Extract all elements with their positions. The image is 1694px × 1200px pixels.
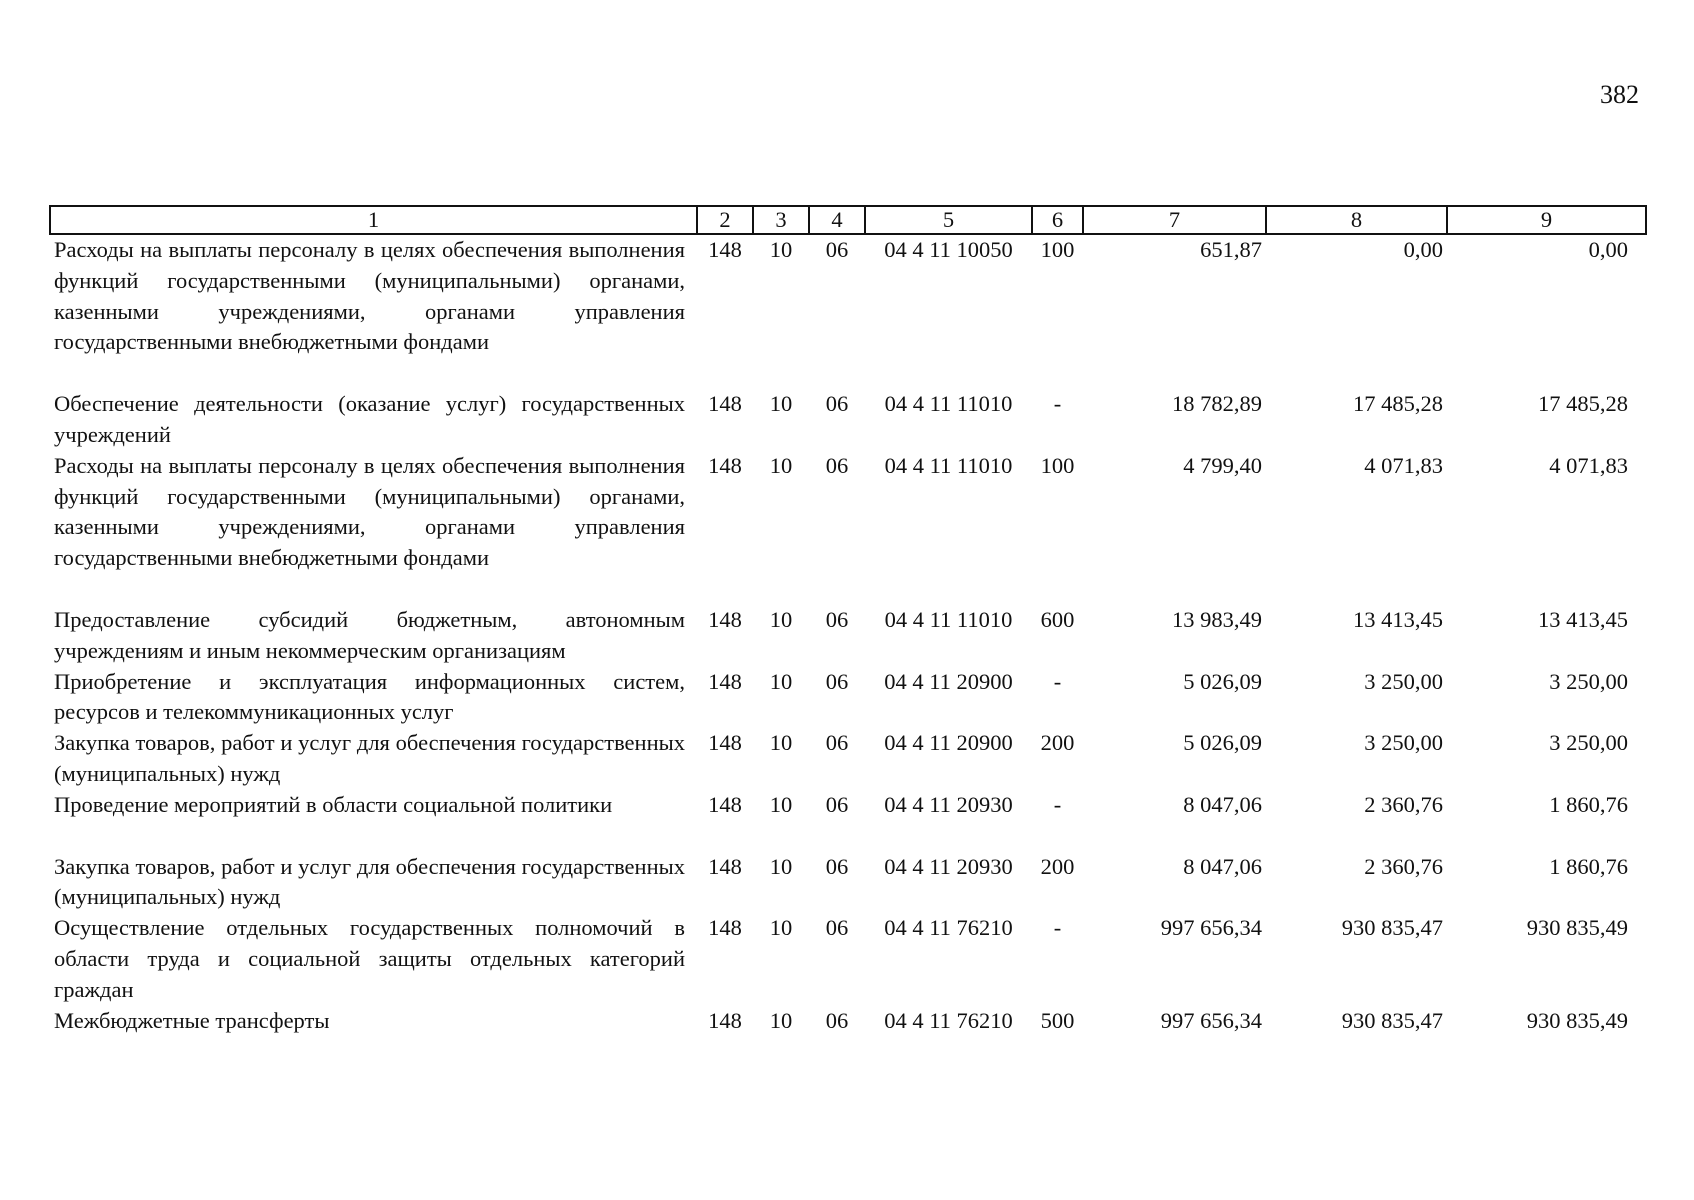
row-c5: 04 4 11 10050 xyxy=(884,237,1013,262)
row-c5: 04 4 11 11010 xyxy=(884,606,1013,632)
table-row xyxy=(50,790,1646,852)
table-row xyxy=(50,389,1646,451)
row-c9: 3 250,00 xyxy=(1549,668,1628,694)
row-c7: 8 047,06 xyxy=(1183,853,1262,879)
row-name: Приобретение и эксплуатация информационных систем, ресурсов и телекоммуникационных услуг xyxy=(54,668,685,725)
table-row xyxy=(50,451,1646,605)
row-c8: 17 485,28 xyxy=(1353,391,1443,417)
row-name: Обеспечение деятельности (оказание услуг) государственных учреждений xyxy=(54,391,685,447)
table-header-row xyxy=(50,206,1646,234)
row-c4: 06 xyxy=(825,452,849,478)
row-c3: 10 xyxy=(769,452,793,478)
header-col-2: 2 xyxy=(697,206,753,234)
row-c8: 0,00 xyxy=(1403,237,1443,262)
header-col-8: 8 xyxy=(1266,206,1447,234)
row-c5: 04 4 11 20900 xyxy=(884,668,1013,694)
row-c7: 997 656,34 xyxy=(1160,915,1262,941)
row-c9: 4 071,83 xyxy=(1549,452,1628,478)
row-c2: 148 xyxy=(708,237,742,262)
row-c7: 18 782,89 xyxy=(1172,391,1262,417)
row-c4: 06 xyxy=(825,915,849,941)
row-c6: - xyxy=(1053,391,1062,417)
row-c4: 06 xyxy=(825,791,849,817)
row-c4: 06 xyxy=(825,853,849,879)
row-c5: 04 4 11 11010 xyxy=(884,391,1013,417)
row-c5: 04 4 11 76210 xyxy=(884,915,1013,941)
row-c8: 13 413,45 xyxy=(1353,606,1443,632)
row-c9: 13 413,45 xyxy=(1538,606,1628,632)
row-c6: 600 xyxy=(1040,606,1075,632)
row-name: Проведение мероприятий в области социальной политики xyxy=(54,791,613,817)
row-c4: 06 xyxy=(825,606,849,632)
header-col-6: 6 xyxy=(1032,206,1083,234)
row-c9: 930 835,49 xyxy=(1526,915,1628,941)
row-c4: 06 xyxy=(825,391,849,417)
row-c2: 148 xyxy=(708,391,742,417)
row-c7: 5 026,09 xyxy=(1183,730,1262,756)
row-c2: 148 xyxy=(708,668,742,694)
row-name: Закупка товаров, работ и услуг для обеспечения государственных (муниципальных) нужд xyxy=(54,853,685,910)
table-row xyxy=(50,1006,1646,1037)
row-name: Расходы на выплаты персоналу в целях обеспечения выполнения функций государственными (муниципальными) органами, казенными учреждениями, органами управления государственными внебюджетными фондами xyxy=(54,237,685,355)
table-row xyxy=(50,852,1646,914)
header-col-1: 1 xyxy=(50,206,697,234)
row-c9: 1 860,76 xyxy=(1549,791,1628,817)
row-name: Осуществление отдельных государственных полномочий в области труда и социальной защиты отдельных категорий граждан xyxy=(54,915,685,1002)
row-c6: 200 xyxy=(1040,730,1075,756)
row-c5: 04 4 11 20900 xyxy=(884,730,1013,756)
row-c2: 148 xyxy=(708,791,742,817)
table-row xyxy=(50,667,1646,729)
header-col-7: 7 xyxy=(1083,206,1266,234)
row-name: Расходы на выплаты персоналу в целях обеспечения выполнения функций государственными (муниципальными) органами, казенными учреждениями, органами управления государственными внебюджетными фондами xyxy=(54,452,685,571)
row-c3: 10 xyxy=(769,391,793,417)
table-row xyxy=(50,605,1646,667)
row-c3: 10 xyxy=(769,791,793,817)
row-c8: 3 250,00 xyxy=(1364,730,1443,756)
row-c2: 148 xyxy=(708,452,742,478)
row-c2: 148 xyxy=(708,915,742,941)
row-c4: 06 xyxy=(825,1007,849,1033)
row-c3: 10 xyxy=(769,853,793,879)
row-c2: 148 xyxy=(708,1007,742,1033)
row-c2: 148 xyxy=(708,606,742,632)
row-c7: 8 047,06 xyxy=(1183,791,1262,817)
row-c8: 2 360,76 xyxy=(1364,853,1443,879)
row-c7: 651,87 xyxy=(1200,237,1262,262)
header-col-3: 3 xyxy=(753,206,809,234)
row-c9: 3 250,00 xyxy=(1549,730,1628,756)
row-c6: 100 xyxy=(1040,237,1075,262)
row-name: Предоставление субсидий бюджетным, автономным учреждениям и иным некоммерческим организациям xyxy=(54,606,685,663)
row-c3: 10 xyxy=(769,1007,793,1033)
header-col-4: 4 xyxy=(809,206,865,234)
row-c9: 930 835,49 xyxy=(1526,1007,1628,1033)
row-c4: 06 xyxy=(825,668,849,694)
row-c3: 10 xyxy=(769,606,793,632)
row-c5: 04 4 11 20930 xyxy=(884,791,1013,817)
row-c6: 100 xyxy=(1040,452,1075,478)
row-c7: 997 656,34 xyxy=(1160,1007,1262,1033)
row-c5: 04 4 11 20930 xyxy=(884,853,1013,879)
header-col-9: 9 xyxy=(1447,206,1646,234)
row-c6: 200 xyxy=(1040,853,1075,879)
row-c7: 13 983,49 xyxy=(1172,606,1262,632)
row-c7: 5 026,09 xyxy=(1183,668,1262,694)
row-c8: 930 835,47 xyxy=(1341,915,1443,941)
row-c3: 10 xyxy=(769,915,793,941)
row-c3: 10 xyxy=(769,730,793,756)
row-c7: 4 799,40 xyxy=(1183,452,1262,478)
row-c3: 10 xyxy=(769,668,793,694)
row-c8: 4 071,83 xyxy=(1364,452,1443,478)
row-c3: 10 xyxy=(769,237,793,262)
row-c9: 17 485,28 xyxy=(1538,391,1628,417)
row-c8: 3 250,00 xyxy=(1364,668,1443,694)
table-row xyxy=(50,728,1646,790)
row-name: Межбюджетные трансферты xyxy=(54,1007,330,1033)
row-c4: 06 xyxy=(825,237,849,262)
row-c6: - xyxy=(1053,791,1062,817)
row-c9: 1 860,76 xyxy=(1549,853,1628,879)
table-row xyxy=(50,234,1646,389)
header-col-5: 5 xyxy=(865,206,1032,234)
row-c6: - xyxy=(1053,915,1062,941)
row-c8: 930 835,47 xyxy=(1341,1007,1443,1033)
page-number: 382 xyxy=(1600,80,1639,109)
table-row xyxy=(50,913,1646,1005)
row-c6: - xyxy=(1053,668,1062,694)
row-c5: 04 4 11 11010 xyxy=(884,452,1013,478)
row-c5: 04 4 11 76210 xyxy=(884,1007,1013,1033)
row-c4: 06 xyxy=(825,730,849,756)
budget-table xyxy=(49,205,1647,1036)
row-c2: 148 xyxy=(708,730,742,756)
row-c2: 148 xyxy=(708,853,742,879)
row-c6: 500 xyxy=(1040,1007,1075,1033)
row-name: Закупка товаров, работ и услуг для обеспечения государственных (муниципальных) нужд xyxy=(54,730,685,786)
row-c8: 2 360,76 xyxy=(1364,791,1443,817)
row-c9: 0,00 xyxy=(1588,237,1628,262)
